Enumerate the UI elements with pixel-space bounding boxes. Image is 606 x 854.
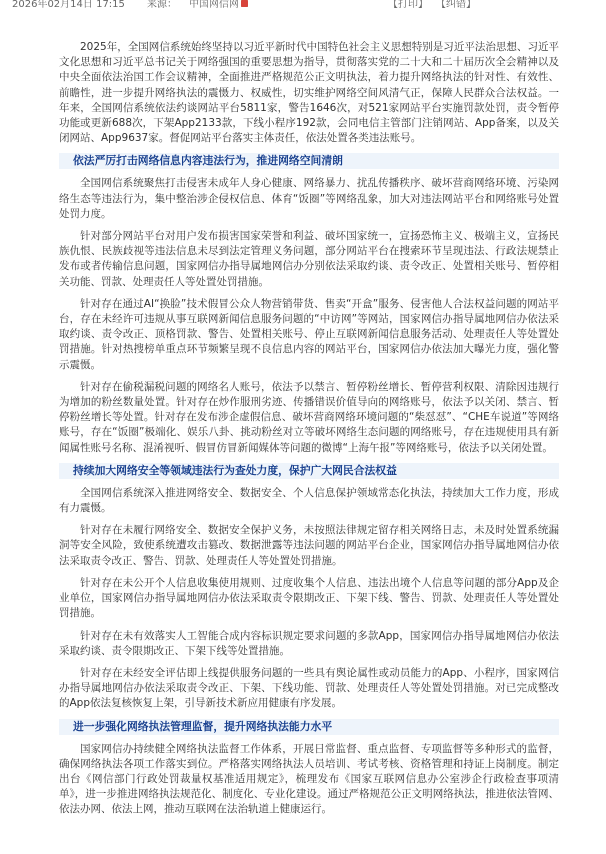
section-paragraph: 针对存在未经安全评估即上线提供服务问题的一些具有舆论属性或动员能力的App、小程序，国家网信办指导属地网信办依法采取责令改正、下架、下线功能、罚款、处理责任人等处置处罚措施。对已完成整改的App依法复核恢复上架，引导新技术新应用健康有序发展。 (59, 666, 559, 710)
section-heading: 持续加大网络安全等领域违法行为查处力度，保护广大网民合法权益 (59, 463, 559, 479)
section-heading: 进一步强化网络执法管理监督，提升网络执法能力水平 (59, 719, 559, 735)
source-name[interactable]: 中国网信网 (189, 0, 239, 10)
section-heading: 依法严厉打击网络信息内容违法行为，推进网络空间清朗 (59, 153, 559, 169)
correct-link[interactable]: 【纠错】 (436, 0, 476, 10)
weibo-share-icon[interactable] (241, 0, 248, 7)
section-paragraph: 国家网信办持续健全网络执法监督工作体系，开展日常监督、重点监督、专项监督等多种形式的监督，确保网络执法各项工作落实到位。严格落实网络执法人员培训、考试考核、资格管理和持证上岗制度。制定出台《网信部门行政处罚裁量权基准适用规定》，梳理发布《国家互联网信息办公室涉企行政检查事项清单》，进一步推进网络执法规范化、制度化、专业化建设。通过严格规范公正文明网络执法，推进依法管网、依法办网、依法上网，推动互联网在法治轨道上健康运行。 (59, 742, 559, 816)
print-link[interactable]: 【打印】 (388, 0, 428, 10)
source-label: 来源： (147, 0, 177, 10)
article-meta-bar (0, 0, 606, 12)
publish-datetime: 2026年02月14日 17:15 (12, 0, 125, 10)
section-paragraph: 针对部分网站平台对用户发布损害国家荣誉和利益、破坏国家统一，宣扬恐怖主义、极端主义，宣扬民族仇恨、民族歧视等违法信息未尽到法定管理义务问题，部分网站平台在搜索环节呈现违法、行政法规禁止发布或者传输信息问题，国家网信办指导属地网信办分别依法采取约谈、责令改正、处置相关账号、暂停相关功能、罚款、处理责任人等处置处罚措施。 (59, 230, 559, 288)
section-paragraph: 针对存在未履行网络安全、数据安全保护义务，未按照法律规定留存相关网络日志，未及时处置系统漏洞等安全风险，致使系统遭攻击篡改、数据泄露等违法问题的网站平台企业，国家网信办指导属地网信办依法采取责令改正、警告、罚款、处理责任人等处置处罚措施。 (59, 524, 559, 567)
section-paragraph: 针对存在偷税漏税问题的网络名人账号，依法予以禁言、暂停粉丝增长、暂停营利权限、清除因违规行为增加的粉丝数量处置。针对存在炒作服刑劣迹、传播错误价值导向的网络账号，依法予以关闭、禁言、暂停粉丝增长等处置。针对存在发布涉企虚假信息、破坏营商网络环境问题的“柴怼怼”、“CHE车说道”等网络账号，存在“饭圈”极端化、娱乐八卦、挑动粉丝对立等破坏网络生态问题的网络账号，存在违规使用具有新闻属性账号名称、混淆视听、假冒仿冒新闻媒体等问题的微博“上海午报”等网络账号，依法予以关闭处置。 (59, 380, 559, 454)
section-paragraph: 针对存在通过AI“换脸”技术假冒公众人物营销带货、售卖“开盒”服务、侵害他人合法权益问题的网站平台，存在未经许可违规从事互联网新闻信息服务问题的“中访网”等网站，国家网信办指导属地网信办依法采取约谈、责令改正、顶格罚款、警告、处置相关账号、停止互联网新闻信息服务活动、处理责任人等处置处罚措施。针对热搜榜单重点环节频繁呈现不良信息内容的网站平台，国家网信办依法加大曝光力度，强化警示震慑。 (59, 297, 559, 371)
source-group (189, 0, 239, 10)
section-paragraph: 针对存在未有效落实人工智能合成内容标识规定要求问题的多款App，国家网信办指导属地网信办依法采取约谈、责令限期改正、下架下线等处置措施。 (59, 629, 559, 657)
section-paragraph: 全国网信系统深入推进网络安全、数据安全、个人信息保护领域常态化执法，持续加大工作力度，形成有力震慑。 (59, 486, 559, 515)
section-paragraph: 全国网信系统聚焦打击侵害未成年人身心健康、网络暴力、扰乱传播秩序、破坏营商网络环境、污染网络生态等违法行为，集中整治涉企侵权信息、体育“饭圈”等网络乱象，加大对违法网站平台和网络账号处置处罚力度。 (59, 177, 559, 220)
article-body (59, 40, 559, 825)
section-paragraph: 针对存在未公开个人信息收集使用规则、过度收集个人信息、违法出境个人信息等问题的部分App及企业单位，国家网信办指导属地网信办依法采取责令限期改正、下架下线、警告、罚款、处理责任人等处置处罚措施。 (59, 576, 559, 620)
intro-paragraph: 2025年，全国网信系统始终坚持以习近平新时代中国特色社会主义思想特别是习近平法治思想、习近平文化思想和习近平总书记关于网络强国的重要思想为指导，贯彻落实党的二十大和二十届历次全会精神以及中央全面依法治国工作会议精神，全面推进严格规范公正文明执法，着力提升网络执法的针对性、有效性、前瞻性，进一步提升网络执法的震慑力、权威性，切实维护网络空间风清气正，保障人民群众合法权益。一年来，全国网信系统依法约谈网站平台5811家，警告1646次，对521家网站平台实施罚款处罚，责令暂停功能或更新688次，下架App2133款，下线小程序192款，会同电信主管部门注销网站、App备案，以及关闭网站、App9637家。督促网站平台落实主体责任，依法处置各类违法账号。 (59, 41, 559, 145)
